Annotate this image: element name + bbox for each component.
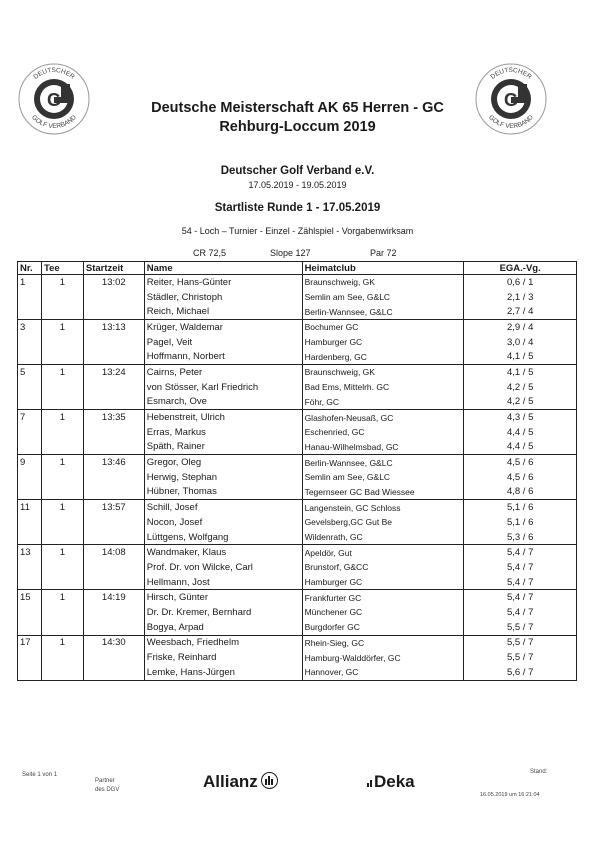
start-list-table — [17, 261, 577, 681]
cell-ega: 4,4 / 5 — [464, 440, 577, 455]
cell-name: Hellmann, Jost — [144, 575, 302, 590]
cell-tee: 1 — [41, 590, 83, 605]
cell-ega: 4,4 / 5 — [464, 425, 577, 440]
cell-club: Münchener GC — [302, 605, 464, 620]
cell-ega: 4,2 / 5 — [464, 395, 577, 410]
table-row — [18, 470, 577, 485]
table-row — [18, 425, 577, 440]
svg-text:GOLF VERBAND: GOLF VERBAND — [30, 114, 78, 131]
cell-club: Semlin am See, G&LC — [302, 290, 464, 305]
cell-club: Föhr, GC — [302, 395, 464, 410]
cell-club: Braunschweig, GK — [302, 365, 464, 380]
table-row — [18, 275, 577, 290]
course-rating: CR 72,5 — [193, 248, 227, 258]
cell-nr: 3 — [18, 320, 42, 335]
cell-nr: 17 — [18, 635, 42, 650]
cell-nr: 13 — [18, 545, 42, 560]
cell-nr — [18, 395, 42, 410]
partner-note: Partner des DGV — [95, 778, 120, 793]
cell-nr: 9 — [18, 455, 42, 470]
table-header-row — [18, 262, 577, 275]
cell-club: Gevelsberg,GC Gut Be — [302, 515, 464, 530]
cell-tee: 1 — [41, 500, 83, 515]
cell-tee — [41, 304, 83, 319]
cell-startzeit — [83, 349, 144, 364]
cell-startzeit — [83, 440, 144, 455]
table-row — [18, 304, 577, 319]
cell-startzeit — [83, 515, 144, 530]
cell-nr: 15 — [18, 590, 42, 605]
cell-ega: 5,4 / 7 — [464, 575, 577, 590]
cell-name: Friske, Reinhard — [144, 650, 302, 665]
cell-tee — [41, 665, 83, 680]
cell-tee: 1 — [41, 275, 83, 290]
cell-ega: 4,8 / 6 — [464, 485, 577, 500]
cell-club: Glashofen-Neusaß, GC — [302, 410, 464, 425]
cell-club: Apeldör, Gut — [302, 545, 464, 560]
cell-nr: 5 — [18, 365, 42, 380]
cell-ega: 2,1 / 3 — [464, 290, 577, 305]
table-row — [18, 500, 577, 515]
table-row — [18, 530, 577, 545]
cell-ega: 5,5 / 7 — [464, 650, 577, 665]
cell-startzeit — [83, 425, 144, 440]
cell-name: Hirsch, Günter — [144, 590, 302, 605]
cell-startzeit: 13:35 — [83, 410, 144, 425]
cell-name: Lüttgens, Wolfgang — [144, 530, 302, 545]
cell-nr: 1 — [18, 275, 42, 290]
slope-rating: Slope 127 — [270, 248, 311, 258]
table-row — [18, 590, 577, 605]
cell-tee: 1 — [41, 320, 83, 335]
table-row — [18, 365, 577, 380]
cell-nr — [18, 335, 42, 350]
cell-tee — [41, 575, 83, 590]
cell-name: Lemke, Hans-Jürgen — [144, 665, 302, 680]
cell-name: Gregor, Oleg — [144, 455, 302, 470]
table-row — [18, 335, 577, 350]
cell-startzeit — [83, 575, 144, 590]
cell-club: Hamburger GC — [302, 335, 464, 350]
cell-tee: 1 — [41, 545, 83, 560]
cell-name: Hoffmann, Norbert — [144, 349, 302, 364]
cell-nr — [18, 650, 42, 665]
cell-nr — [18, 605, 42, 620]
cell-nr — [18, 349, 42, 364]
cell-name: Dr. Dr. Kremer, Bernhard — [144, 605, 302, 620]
cell-club: Hannover, GC — [302, 665, 464, 680]
table-row — [18, 440, 577, 455]
cell-ega: 5,5 / 7 — [464, 635, 577, 650]
cell-tee — [41, 425, 83, 440]
table-row — [18, 560, 577, 575]
cell-tee — [41, 515, 83, 530]
cell-ega: 4,3 / 5 — [464, 410, 577, 425]
cell-club: Hamburg-Walddörfer, GC — [302, 650, 464, 665]
logo-letter: G — [46, 90, 62, 110]
cell-name: Schill, Josef — [144, 500, 302, 515]
cell-ega: 4,5 / 6 — [464, 470, 577, 485]
cell-name: Reich, Michael — [144, 304, 302, 319]
cell-club: Eschenried, GC — [302, 425, 464, 440]
cell-nr: 11 — [18, 500, 42, 515]
cell-nr — [18, 470, 42, 485]
cell-name: Erras, Markus — [144, 425, 302, 440]
cell-club: Hanau-Wilhelmsbad, GC — [302, 440, 464, 455]
cell-ega: 2,7 / 4 — [464, 304, 577, 319]
table-row — [18, 290, 577, 305]
cell-ega: 4,5 / 6 — [464, 455, 577, 470]
cell-name: Reiter, Hans-Günter — [144, 275, 302, 290]
cell-nr — [18, 530, 42, 545]
cell-tee — [41, 395, 83, 410]
col-header-ega: EGA.-Vg. — [464, 262, 577, 275]
cell-club: Bad Ems, Mittelrh. GC — [302, 380, 464, 395]
cell-club: Burgdorfer GC — [302, 620, 464, 635]
cell-name: Bogya, Arpad — [144, 620, 302, 635]
page-number: Seite 1 von 1 — [22, 772, 58, 778]
svg-text:DEUTSCHER: DEUTSCHER — [32, 66, 76, 81]
cell-startzeit — [83, 605, 144, 620]
start-list-body — [18, 275, 577, 681]
table-row — [18, 410, 577, 425]
cell-ega: 4,1 / 5 — [464, 349, 577, 364]
cell-club: Hamburger GC — [302, 575, 464, 590]
cell-nr — [18, 380, 42, 395]
cell-ega: 3,0 / 4 — [464, 335, 577, 350]
cell-startzeit: 13:13 — [83, 320, 144, 335]
cell-name: Prof. Dr. von Wilcke, Carl — [144, 560, 302, 575]
table-row — [18, 545, 577, 560]
cell-startzeit: 13:57 — [83, 500, 144, 515]
cell-club: Hardenberg, GC — [302, 349, 464, 364]
event-dates: 17.05.2019 - 19.05.2019 — [248, 180, 347, 190]
col-header-name: Name — [144, 262, 302, 275]
print-timestamp: 16.05.2019 um 16:21:04 — [480, 792, 540, 798]
cell-ega: 5,1 / 6 — [464, 515, 577, 530]
cell-name: von Stösser, Karl Friedrich — [144, 380, 302, 395]
table-row — [18, 349, 577, 364]
cell-club: Braunschweig, GK — [302, 275, 464, 290]
cell-nr — [18, 620, 42, 635]
cell-startzeit — [83, 485, 144, 500]
table-row — [18, 650, 577, 665]
cell-ega: 5,5 / 7 — [464, 620, 577, 635]
table-row — [18, 380, 577, 395]
cell-startzeit — [83, 470, 144, 485]
cell-tee — [41, 335, 83, 350]
cell-tee: 1 — [41, 635, 83, 650]
cell-tee — [41, 440, 83, 455]
cell-tee: 1 — [41, 455, 83, 470]
deka-logo: Deka — [367, 772, 415, 792]
cell-name: Städler, Christoph — [144, 290, 302, 305]
cell-tee — [41, 290, 83, 305]
cell-name: Hübner, Thomas — [144, 485, 302, 500]
cell-ega: 5,4 / 7 — [464, 590, 577, 605]
cell-nr — [18, 425, 42, 440]
table-row — [18, 665, 577, 680]
table-row — [18, 320, 577, 335]
cell-startzeit — [83, 650, 144, 665]
cell-nr — [18, 575, 42, 590]
cell-name: Herwig, Stephan — [144, 470, 302, 485]
cell-startzeit — [83, 335, 144, 350]
cell-nr — [18, 515, 42, 530]
cell-tee: 1 — [41, 410, 83, 425]
cell-name: Cairns, Peter — [144, 365, 302, 380]
table-row — [18, 395, 577, 410]
cell-ega: 5,3 / 6 — [464, 530, 577, 545]
cell-nr — [18, 560, 42, 575]
cell-name: Wandmaker, Klaus — [144, 545, 302, 560]
cell-club: Bochumer GC — [302, 320, 464, 335]
cell-startzeit — [83, 290, 144, 305]
cell-startzeit: 14:19 — [83, 590, 144, 605]
cell-tee — [41, 470, 83, 485]
title-line-2: Rehburg-Loccum 2019 — [219, 119, 376, 135]
cell-startzeit: 13:24 — [83, 365, 144, 380]
cell-club: Langenstein, GC Schloss — [302, 500, 464, 515]
cell-club: Berlin-Wannsee, G&LC — [302, 304, 464, 319]
col-header-startzeit: Startzeit — [83, 262, 144, 275]
deka-bars-icon — [367, 772, 373, 792]
table-row — [18, 635, 577, 650]
cell-club: Frankfurter GC — [302, 590, 464, 605]
cell-club: Rhein-Sieg, GC — [302, 635, 464, 650]
cell-ega: 5,4 / 7 — [464, 605, 577, 620]
tournament-format: 54 - Loch – Turnier - Einzel - Zählspiel - Vorgabenwirksam — [181, 226, 414, 236]
col-header-heimatclub: Heimatclub — [302, 262, 464, 275]
cell-name: Nocon, Josef — [144, 515, 302, 530]
cell-tee — [41, 349, 83, 364]
cell-club: Brunstorf, G&CC — [302, 560, 464, 575]
logo-letter: G — [503, 90, 519, 110]
allianz-logo: Allianz — [203, 772, 278, 792]
table-row — [18, 455, 577, 470]
cell-name: Krüger, Waldemar — [144, 320, 302, 335]
cell-club: Wildenrath, GC — [302, 530, 464, 545]
par-value: Par 72 — [370, 248, 397, 258]
cell-ega: 2,9 / 4 — [464, 320, 577, 335]
cell-name: Weesbach, Friedhelm — [144, 635, 302, 650]
svg-text:DEUTSCHER: DEUTSCHER — [489, 66, 533, 81]
cell-startzeit: 14:30 — [83, 635, 144, 650]
cell-tee — [41, 605, 83, 620]
table-row — [18, 485, 577, 500]
cell-startzeit: 13:46 — [83, 455, 144, 470]
cell-ega: 4,1 / 5 — [464, 365, 577, 380]
cell-tee — [41, 485, 83, 500]
table-row — [18, 515, 577, 530]
round-title: Startliste Runde 1 - 17.05.2019 — [214, 202, 381, 214]
cell-startzeit — [83, 395, 144, 410]
cell-startzeit — [83, 530, 144, 545]
cell-tee — [41, 380, 83, 395]
title-line-1: Deutsche Meisterschaft AK 65 Herren - GC — [151, 100, 444, 116]
table-row — [18, 575, 577, 590]
cell-startzeit — [83, 620, 144, 635]
cell-startzeit: 14:08 — [83, 545, 144, 560]
cell-club: Berlin-Wannsee, G&LC — [302, 455, 464, 470]
cell-startzeit — [83, 380, 144, 395]
cell-ega: 4,2 / 5 — [464, 380, 577, 395]
cell-tee — [41, 620, 83, 635]
allianz-mark-icon — [261, 772, 278, 789]
cell-ega: 5,1 / 6 — [464, 500, 577, 515]
table-row — [18, 605, 577, 620]
cell-nr — [18, 290, 42, 305]
cell-name: Späth, Rainer — [144, 440, 302, 455]
organization-name: Deutscher Golf Verband e.V. — [220, 165, 375, 177]
table-row — [18, 620, 577, 635]
page-title — [0, 99, 595, 137]
cell-startzeit — [83, 304, 144, 319]
cell-startzeit: 13:02 — [83, 275, 144, 290]
cell-name: Pagel, Veit — [144, 335, 302, 350]
cell-club: Semlin am See, G&LC — [302, 470, 464, 485]
cell-nr: 7 — [18, 410, 42, 425]
col-header-nr: Nr. — [18, 262, 42, 275]
cell-ega: 5,4 / 7 — [464, 560, 577, 575]
cell-nr — [18, 440, 42, 455]
svg-text:GOLF VERBAND: GOLF VERBAND — [487, 114, 535, 131]
cell-nr — [18, 665, 42, 680]
cell-ega: 5,4 / 7 — [464, 545, 577, 560]
cell-name: Hebenstreit, Ulrich — [144, 410, 302, 425]
cell-tee — [41, 650, 83, 665]
cell-nr — [18, 304, 42, 319]
cell-tee: 1 — [41, 365, 83, 380]
cell-club: Tegernseer GC Bad Wiessee — [302, 485, 464, 500]
cell-startzeit — [83, 665, 144, 680]
col-header-tee: Tee — [41, 262, 83, 275]
cell-tee — [41, 560, 83, 575]
cell-name: Esmarch, Ove — [144, 395, 302, 410]
cell-ega: 0,6 / 1 — [464, 275, 577, 290]
stand-label: Stand: — [530, 769, 548, 775]
cell-tee — [41, 530, 83, 545]
cell-startzeit — [83, 560, 144, 575]
cell-nr — [18, 485, 42, 500]
cell-ega: 5,6 / 7 — [464, 665, 577, 680]
